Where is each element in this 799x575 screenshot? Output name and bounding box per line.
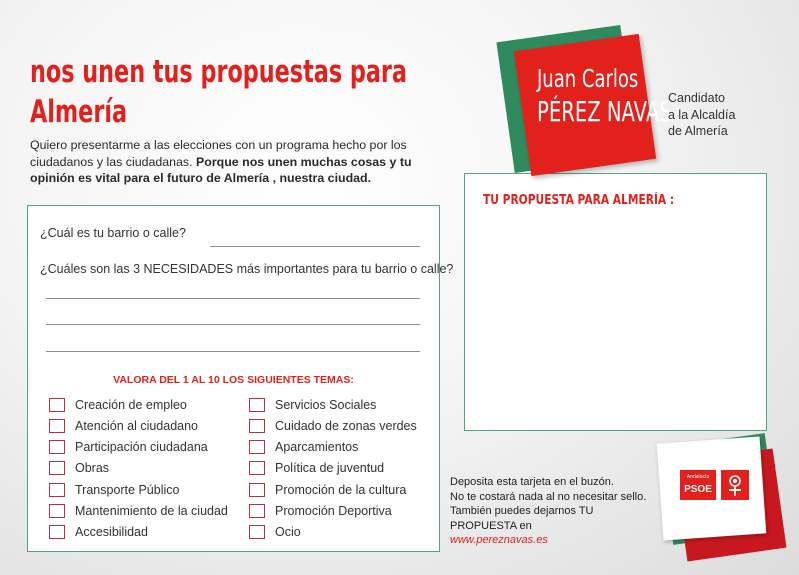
rating-checkbox[interactable] (49, 440, 65, 454)
topic-label: Promoción Deportiva (275, 504, 392, 518)
candidate-role-line: Candidato (668, 91, 725, 105)
rating-checkbox[interactable] (249, 440, 265, 454)
topic-label: Mantenimiento de la ciudad (75, 504, 228, 518)
necesidad-line-3[interactable] (46, 351, 420, 352)
topic-label: Política de juventud (275, 461, 385, 475)
topic-item[interactable] (49, 502, 228, 520)
candidate-role-line: de Almería (668, 124, 728, 138)
rating-checkbox[interactable] (249, 525, 265, 539)
rating-checkbox[interactable] (249, 419, 265, 433)
question-barrio: ¿Cuál es tu barrio o calle? (40, 226, 186, 240)
rating-checkbox[interactable] (49, 525, 65, 539)
valora-title: VALORA DEL 1 AL 10 LOS SIGUIENTES TEMAS: (113, 374, 354, 386)
deposit-line: PROPUESTA en (450, 519, 532, 532)
necesidad-line-2[interactable] (46, 324, 420, 325)
topic-label: Creación de empleo (75, 398, 187, 412)
topic-item[interactable] (49, 396, 187, 414)
candidate-role (668, 90, 735, 140)
rose-icon (721, 470, 749, 500)
topic-item[interactable] (49, 417, 198, 435)
psoe-region: Andalucía (686, 474, 710, 480)
topic-item[interactable] (49, 459, 109, 477)
proposal-box[interactable] (464, 173, 767, 431)
rating-checkbox[interactable] (249, 461, 265, 475)
barrio-answer-line[interactable] (210, 246, 420, 247)
topic-item[interactable] (249, 459, 384, 477)
question-necesidades: ¿Cuáles son las 3 NECESIDADES más importantes para tu barrio o calle? (40, 262, 454, 276)
intro-bold: Porque nos unen muchas cosas y tu opinión es vital para el futuro de Almería , nuestra ciudad. (30, 154, 412, 185)
candidate-last-name: PÉREZ NAVAS (537, 95, 672, 128)
topic-label: Participación ciudadana (75, 440, 208, 454)
candidate-role-line: a la Alcaldía (668, 107, 736, 122)
deposit-line: También puedes dejarnos TU (450, 505, 594, 517)
topic-label: Ocio (275, 525, 301, 539)
topic-label: Promoción de la cultura (275, 483, 407, 497)
rating-checkbox[interactable] (49, 398, 65, 412)
rating-checkbox[interactable] (49, 419, 65, 433)
rating-checkbox[interactable] (249, 483, 265, 497)
rating-checkbox[interactable] (49, 483, 65, 497)
rating-checkbox[interactable] (249, 504, 265, 518)
rating-checkbox[interactable] (49, 504, 65, 518)
psoe-logo (680, 470, 716, 500)
topic-label: Transporte Público (75, 483, 180, 497)
deposit-instructions (450, 475, 646, 548)
necesidad-line-1[interactable] (46, 298, 420, 299)
survey-form (27, 205, 454, 552)
topic-label: Servicios Sociales (275, 398, 377, 412)
headline-line2: Almería (30, 94, 128, 130)
rating-checkbox[interactable] (49, 461, 65, 475)
intro-text (30, 137, 440, 187)
proposal-title: TU PROPUESTA PARA ALMERÍA : (483, 193, 675, 208)
deposit-line: Deposita esta tarjeta en el buzón. (450, 476, 614, 488)
rating-checkbox[interactable] (249, 398, 265, 412)
topic-label: Obras (75, 461, 110, 475)
topic-item[interactable] (249, 396, 376, 414)
topic-label: Aparcamientos (275, 440, 359, 454)
website-link[interactable]: www.pereznavas.es (450, 534, 548, 546)
topic-item[interactable] (249, 523, 301, 541)
topic-item[interactable] (249, 502, 392, 520)
topic-item[interactable] (49, 481, 179, 499)
deposit-line: No te costará nada al no necesitar sello. (450, 490, 647, 503)
topic-item[interactable] (49, 523, 148, 541)
topic-label: Cuidado de zonas verdes (275, 419, 417, 433)
candidate-first-name: Juan Carlos (537, 64, 639, 93)
topic-label: Accesibilidad (75, 525, 148, 539)
topic-item[interactable] (249, 417, 417, 435)
topic-item[interactable] (249, 481, 406, 499)
topic-label: Atención al ciudadano (75, 419, 199, 433)
intro-normal: Quiero presentarme a las elecciones con un programa hecho por los ciudadanos y las ciudadanas. (30, 138, 407, 169)
topic-item[interactable] (49, 438, 208, 456)
topic-item[interactable] (249, 438, 358, 456)
psoe-party: PSOE (684, 484, 712, 495)
headline (30, 52, 407, 132)
headline-line1: nos unen tus propuestas para (30, 54, 407, 90)
